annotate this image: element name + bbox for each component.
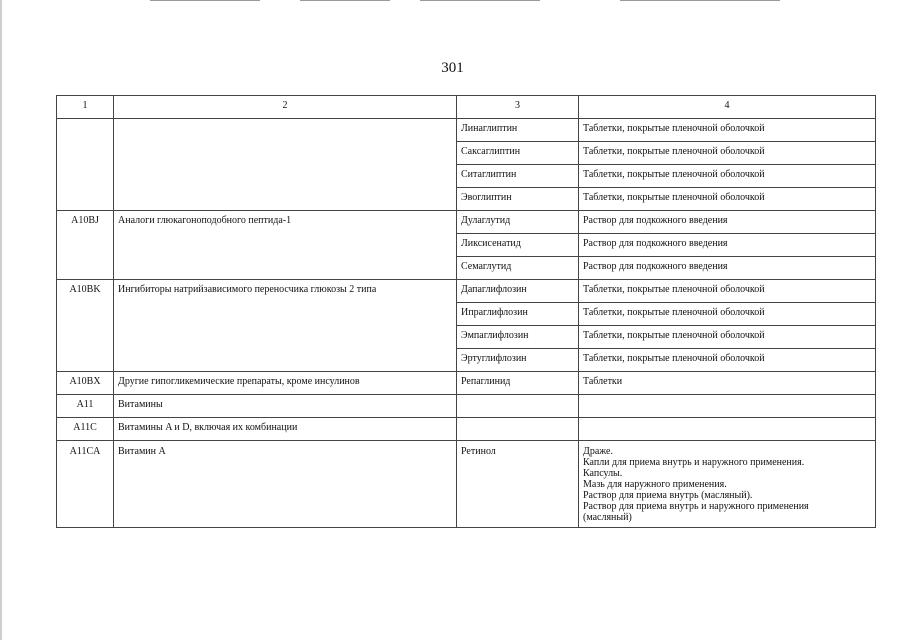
dosage-form-cell: Раствор для подкожного введения <box>579 211 876 234</box>
drug-name-cell: Дулаглутид <box>457 211 579 234</box>
atc-code-cell: A10BX <box>57 372 114 395</box>
dosage-form-cell <box>579 418 876 441</box>
header-cell: 4 <box>579 96 876 119</box>
dosage-form-cell: Таблетки, покрытые пленочной оболочкой <box>579 349 876 372</box>
dosage-form-cell: Таблетки, покрытые пленочной оболочкой <box>579 280 876 303</box>
drug-name-cell: Саксаглиптин <box>457 142 579 165</box>
group-name-cell: Аналоги глюкагоноподобного пептида-1 <box>114 211 457 280</box>
header-row <box>57 96 876 119</box>
dosage-form-cell: Раствор для подкожного введения <box>579 257 876 280</box>
dosage-form-cell: Таблетки, покрытые пленочной оболочкой <box>579 119 876 142</box>
atc-code-cell: A10BK <box>57 280 114 372</box>
dosage-form-line: Капли для приема внутрь и наружного применения. <box>583 457 805 468</box>
table-row <box>57 441 876 528</box>
drug-name-cell: Дапаглифлозин <box>457 280 579 303</box>
drug-name-cell: Эвоглиптин <box>457 188 579 211</box>
table-row <box>57 418 876 441</box>
dosage-form-line: Драже. <box>583 446 613 457</box>
page-edge <box>0 0 2 640</box>
drug-name-cell: Ликсисенатид <box>457 234 579 257</box>
atc-code-cell: A11C <box>57 418 114 441</box>
group-name-cell: Витамин A <box>114 441 457 528</box>
dosage-form-line: Капсулы. <box>583 468 623 479</box>
dosage-form-line: (масляный) <box>583 512 632 523</box>
drug-name-cell <box>457 418 579 441</box>
dosage-form-line: Раствор для приема внутрь (масляный). <box>583 490 753 501</box>
table-row <box>57 211 876 234</box>
header-cell: 3 <box>457 96 579 119</box>
table-row <box>57 119 876 142</box>
dosage-form-cell: Раствор для подкожного введения <box>579 234 876 257</box>
header-cell: 2 <box>114 96 457 119</box>
group-name-cell: Ингибиторы натрийзависимого переносчика глюкозы 2 типа <box>114 280 457 372</box>
dosage-form-cell: Таблетки, покрытые пленочной оболочкой <box>579 303 876 326</box>
dosage-form-cell: Таблетки <box>579 372 876 395</box>
dosage-form-cell <box>579 441 876 528</box>
page-number: 301 <box>441 60 464 76</box>
drug-name-cell: Ипраглифлозин <box>457 303 579 326</box>
header-cell: 1 <box>57 96 114 119</box>
drug-name-cell: Ретинол <box>457 441 579 528</box>
table-row <box>57 395 876 418</box>
drug-name-cell: Семаглутид <box>457 257 579 280</box>
dosage-form-line: Мазь для наружного применения. <box>583 479 727 490</box>
group-name-cell: Витамины <box>114 395 457 418</box>
dosage-form-cell: Таблетки, покрытые пленочной оболочкой <box>579 165 876 188</box>
table-row <box>57 372 876 395</box>
dosage-form-cell: Таблетки, покрытые пленочной оболочкой <box>579 326 876 349</box>
group-name-cell: Другие гипогликемические препараты, кроме инсулинов <box>114 372 457 395</box>
drug-name-cell: Репаглинид <box>457 372 579 395</box>
group-name-cell <box>114 119 457 211</box>
dosage-form-cell <box>579 395 876 418</box>
drug-name-cell: Эртуглифлозин <box>457 349 579 372</box>
drug-name-cell <box>457 395 579 418</box>
atc-code-cell <box>57 119 114 211</box>
atc-code-cell: A11 <box>57 395 114 418</box>
dosage-form-line: Раствор для приема внутрь и наружного применения <box>583 501 809 512</box>
atc-code-cell: A10BJ <box>57 211 114 280</box>
dosage-form-cell: Таблетки, покрытые пленочной оболочкой <box>579 188 876 211</box>
group-name-cell: Витамины A и D, включая их комбинации <box>114 418 457 441</box>
drug-name-cell: Линаглиптин <box>457 119 579 142</box>
drug-name-cell: Ситаглиптин <box>457 165 579 188</box>
scan-top-marks <box>0 0 905 3</box>
drug-table <box>56 95 876 528</box>
table-row <box>57 280 876 303</box>
atc-code-cell: A11CA <box>57 441 114 528</box>
drug-name-cell: Эмпаглифлозин <box>457 326 579 349</box>
dosage-form-cell: Таблетки, покрытые пленочной оболочкой <box>579 142 876 165</box>
